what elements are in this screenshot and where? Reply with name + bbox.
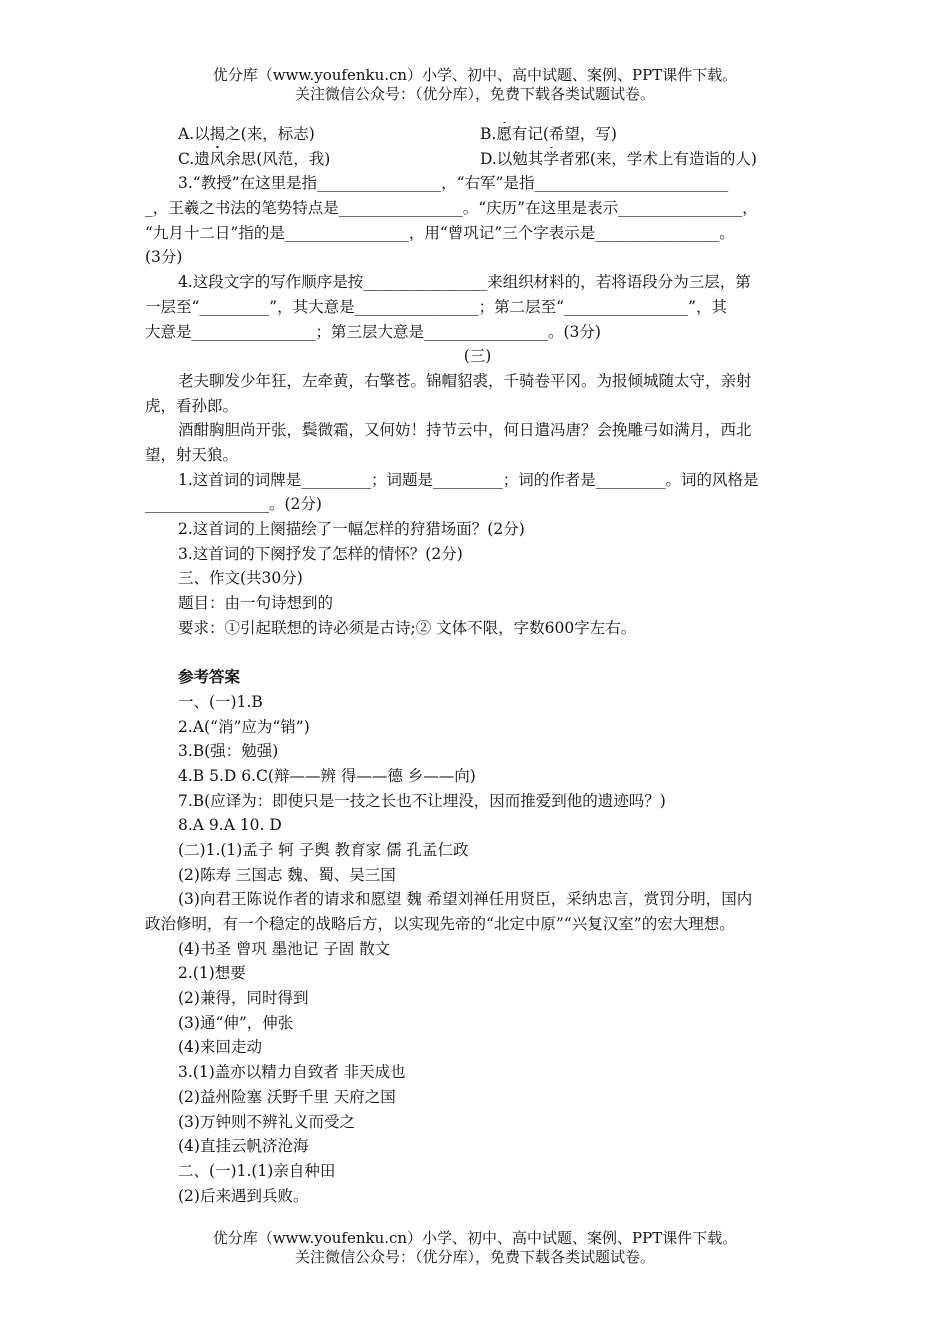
header-line-1: 优分库（www.youfenku.cn）小学、初中、高中试题、案例、PPT课件下载。 <box>212 66 738 84</box>
question-3-line: 3.“教授”在这里是指________________，“右军”是指_________________________ <box>178 174 729 193</box>
option-b: B.愿有记(希望，写) <box>480 122 617 147</box>
answer-line: 一、(一)1.B <box>178 692 263 711</box>
answer-line: 7.B(应译为：即使只是一技之长也不让埋没，因而推爱到他的遗迹吗？) <box>178 791 666 810</box>
composition-title: 三、作文(共30分) <box>178 569 303 588</box>
answer-line: 政治修明，有一个稳定的战略后方，以实现先帝的“北定中原”“兴复汉室”的宏大理想。 <box>145 915 735 933</box>
poem-question: 3.这首词的下阕抒发了怎样的情怀？(2分) <box>178 544 463 563</box>
document-body <box>145 122 810 1208</box>
answer-line: (3)向君王陈说作者的请求和愿望 魏 希望刘禅任用贤臣，采纳忠言，赏罚分明，国内 <box>178 890 753 909</box>
poem-question: ________________。(2分) <box>145 495 322 514</box>
answer-line: 2.A(“消”应为“销”) <box>178 717 310 736</box>
option-c: C.遗风余思(风范，我) <box>178 147 480 172</box>
poem-question: 1.这首词的词牌是_________；词题是_________；词的作者是_________。词的风格是 <box>178 470 759 489</box>
composition-topic: 题目：由一句诗想到的 <box>178 594 334 613</box>
options-row-ab <box>145 122 810 147</box>
options-row-cd <box>145 147 810 172</box>
poem-question: 2.这首词的上阕描绘了一幅怎样的狩猎场面？(2分) <box>178 520 525 538</box>
answer-line: (4)来回走动 <box>178 1038 262 1057</box>
question-4-line: 4.这段文字的写作顺序是按________________来组织材料的，若将语段分为三层，第 <box>178 273 751 292</box>
poem-line: 酒酣胸胆尚开张，鬓微霜，又何妨！持节云中，何日遣冯唐？会挽雕弓如满月，西北 <box>178 421 752 440</box>
spacer <box>145 640 810 665</box>
answer-line: 3.B(强：勉强) <box>178 742 279 761</box>
question-4-line: 一层至“_________”，其大意是________________；第二层至“________________”，其 <box>145 297 727 316</box>
poem-line: 老夫聊发少年狂，左牵黄，右擎苍。锦帽貂裘，千骑卷平冈。为报倾城随太守，亲射 <box>178 371 752 390</box>
answer-line: 4.B 5.D 6.C(辩——辨 得——德 乡——向) <box>178 766 476 785</box>
answer-line: (二)1.(1)孟子 轲 子舆 教育家 儒 孔孟仁政 <box>178 840 469 859</box>
answer-line: (3)万钟则不辨礼义而受之 <box>178 1112 355 1131</box>
answer-line: (3)通“伸”，伸张 <box>178 1013 294 1032</box>
composition-requirements: 要求：①引起联想的诗必须是古诗;② 文体不限，字数600字左右。 <box>178 618 637 637</box>
question-4-line: 大意是________________；第三层大意是________________。(3分) <box>145 322 601 341</box>
question-3-line: _，王羲之书法的笔势特点是________________。“庆历”在这里是表示________________， <box>145 199 758 218</box>
answer-line: 3.(1)盖亦以精力自致者 非天成也 <box>178 1063 406 1082</box>
poem-line: 望，射天狼。 <box>145 445 239 464</box>
answer-line: (4)书圣 曾巩 墨池记 子固 散文 <box>178 939 391 958</box>
question-3-line: (3分) <box>145 248 183 267</box>
section-title: (三) <box>463 347 492 366</box>
answers-title: 参考答案 <box>178 667 241 687</box>
poem-line: 虎，看孙郎。 <box>145 396 239 415</box>
page-footer <box>0 1229 950 1267</box>
header-line-2: 关注微信公众号：（优分库），免费下载各类试题试卷。 <box>294 85 655 103</box>
page-header <box>0 66 950 104</box>
answer-line: (2)益州险塞 沃野千里 天府之国 <box>178 1087 396 1106</box>
answer-line: (2)后来遇到兵败。 <box>178 1186 309 1205</box>
answer-line: (2)陈寿 三国志 魏、蜀、吴三国 <box>178 865 396 884</box>
footer-line-1: 优分库（www.youfenku.cn）小学、初中、高中试题、案例、PPT课件下载。 <box>212 1229 738 1247</box>
answer-line: 二、(一)1.(1)亲自种田 <box>178 1161 336 1180</box>
answer-line: (4)直挂云帆济沧海 <box>178 1137 309 1156</box>
footer-line-2: 关注微信公众号：（优分库），免费下载各类试题试卷。 <box>294 1248 655 1266</box>
answer-line: 2.(1)想要 <box>178 964 246 983</box>
answer-line: 8.A 9.A 10. D <box>178 816 282 835</box>
option-d: D.以勉其学者邪(来，学术上有造诣的人) <box>480 147 757 172</box>
answer-line: (2)兼得，同时得到 <box>178 989 309 1008</box>
option-a: A.以揭之(来，标志) <box>178 122 480 147</box>
question-3-line: “九月十二日”指的是________________，用“曾巩记”三个字表示是________________。 <box>145 223 735 242</box>
